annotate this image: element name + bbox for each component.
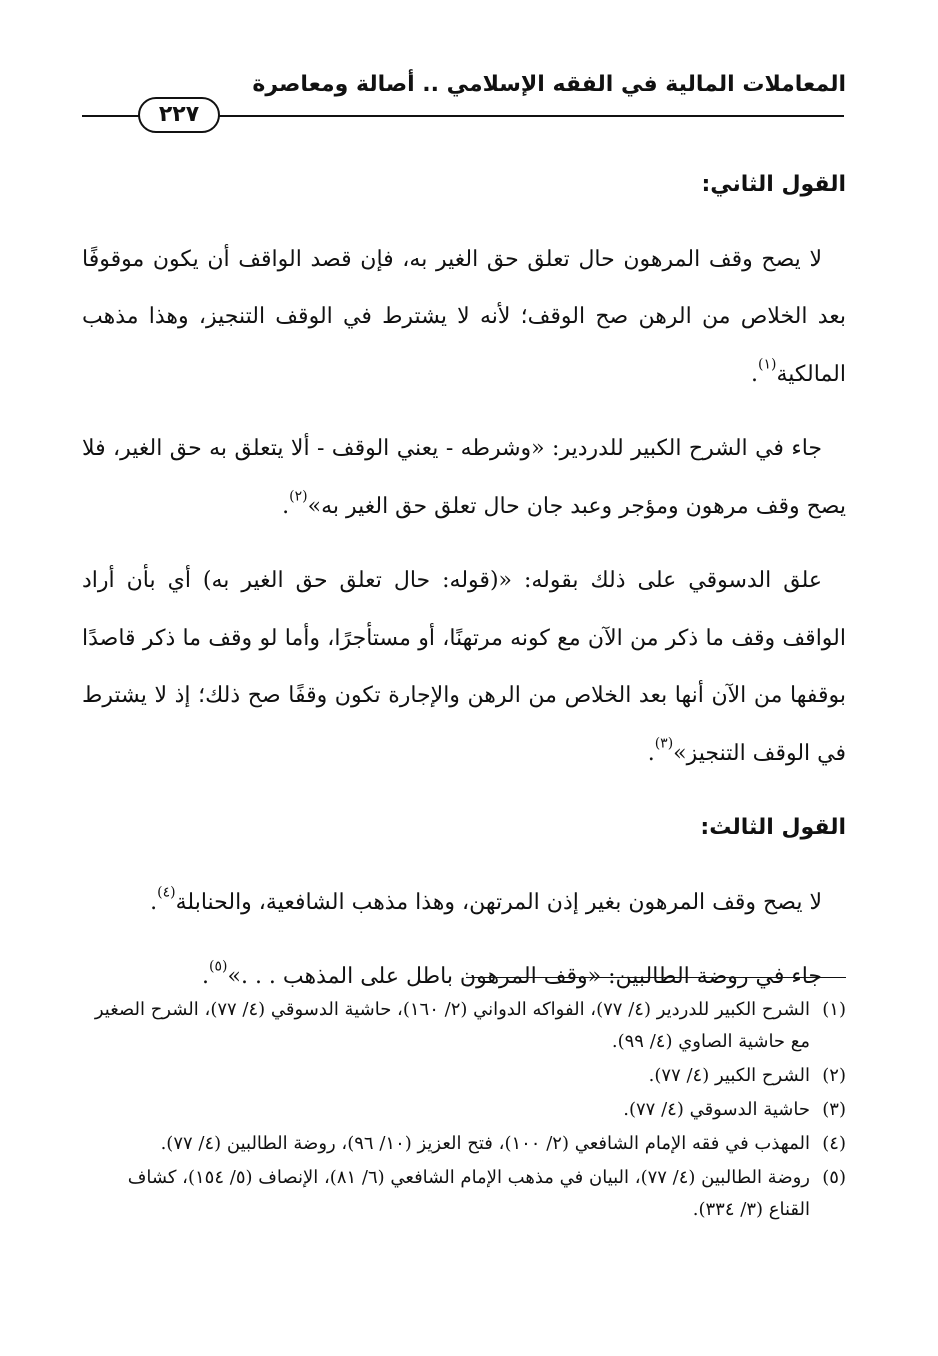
footnote-ref-3: (٣) [654,734,674,751]
footnote-number: (٤) [822,1133,846,1154]
paragraph-1 [82,231,846,404]
footnote [82,1094,846,1126]
footnote-number: (١) [822,999,846,1020]
footnote-ref-4: (٤) [157,883,176,900]
footnote-ref-5: (٥) [209,958,228,975]
footnote-number: (٣) [822,1099,846,1120]
footnote [82,994,846,1058]
paragraph-3 [82,552,846,782]
period: . [150,889,158,915]
period: . [282,493,290,519]
footnote-number: (٥) [822,1167,846,1188]
paragraph-4-text: لا يصح وقف المرهون بغير إذن المرتهن، وهذا مذهب الشافعية، والحنابلة [175,889,822,915]
section-heading-second-opinion: القول الثاني: [701,172,846,197]
footnote-rule [466,977,846,978]
footnote-text: الشرح الكبير (٤/ ٧٧). [648,1065,810,1086]
paragraph-5-text: جاء في روضة الطالبين: «وقف المرهون باطل على المذهب . . .» [227,964,822,989]
footnote-text: روضة الطالبين (٤/ ٧٧)، البيان في مذهب الإمام الشافعي (٦/ ٨١)، الإنصاف (٥/ ١٥٤)، كشاف القناع (٣/ ٣٣٤). [127,1167,810,1220]
main-text [82,156,846,1023]
period: . [647,740,655,766]
footnote-ref-2: (٢) [289,487,308,504]
footnote-ref-1: (١) [758,355,777,372]
paragraph-3-text: علق الدسوقي على ذلك بقوله: «(قوله: حال تعلق حق الغير به) أي بأن أراد الواقف وقف ما ذكر من الآن مع كونه مرتهنًا، أو مستأجرًا، وأما لو وقف ما ذكر قاصدًا بوقفها من الآن أنها بعد الخلاص من الرهن والإجارة تكون وقفًا صح ذلك؛ إذ لا يشترط في الوقف التنجيز» [82,568,846,766]
footnote [82,1162,846,1226]
footnote-number: (٢) [822,1065,846,1086]
period: . [751,361,758,387]
paragraph-2 [82,420,846,535]
page-number: ٢٢٧ [138,97,220,133]
paragraph-2-text: جاء في الشرح الكبير للدردير: «وشرطه - يعني الوقف - ألا يتعلق به حق الغير، فلا يصح وقف مرهون ومؤجر وعبد جان حال تعلق حق الغير به» [82,436,846,519]
period: . [202,964,210,989]
section-heading-third-opinion: القول الثالث: [700,815,846,840]
footnote [82,1060,846,1092]
footnote-text: المهذب في فقه الإمام الشافعي (٢/ ١٠٠)، فتح العزيز (١٠/ ٩٦)، روضة الطالبين (٤/ ٧٧). [160,1133,810,1154]
running-title: المعاملات المالية في الفقه الإسلامي .. أصالة ومعاصرة [252,72,846,97]
footnote-text: حاشية الدسوقي (٤/ ٧٧). [623,1099,810,1120]
footnote-text: الشرح الكبير للدردير (٤/ ٧٧)، الفواكه الدواني (٢/ ١٦٠)، حاشية الدسوقي (٤/ ٧٧)، الشرح الصغير مع حاشية الصاوي (٤/ ٩٩). [94,999,810,1052]
footnote [82,1128,846,1160]
paragraph-1-text: لا يصح وقف المرهون حال تعلق حق الغير به، فإن قصد الواقف أن يكون موقوفًا بعد الخلاص من الرهن صح الوقف؛ لأنه لا يشترط في الوقف التنجيز، وهذا مذهب المالكية [82,246,846,387]
paragraph-4 [82,874,846,932]
footnotes [82,994,846,1228]
